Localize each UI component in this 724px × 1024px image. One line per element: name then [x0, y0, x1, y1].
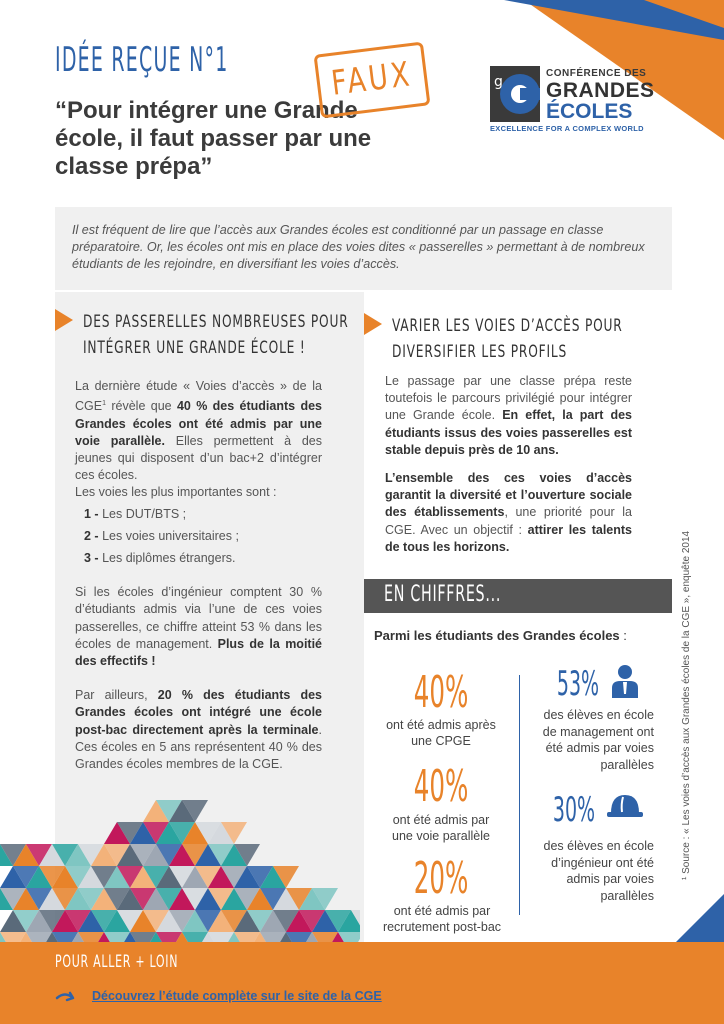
left-paragraph-2: Si les écoles d’ingénieur comptent 30 % d’étudiants admis via l’une de ces voies passerelles, ce chiffre atteint 53 % dans les écoles de management. Plus de la moitié des effectifs ! — [75, 585, 322, 668]
left-paragraph-1: La dernière étude « Voies d’accès » de la CGE$^1$ révèle que 40 % des étudiants des Grandes écoles ont été admis par une voie parallèle. Elles permettent à des jeunes qui disposent d’un bac+2 d’intégrer ces écoles. — [75, 379, 322, 483]
figures-divider — [519, 675, 520, 915]
stat-value: 40% — [413, 667, 469, 718]
access-routes-list — [75, 506, 322, 568]
list-intro: Les voies les plus importantes sont : — [75, 485, 277, 500]
left-section-arrow-icon — [55, 309, 73, 331]
stat-caption: ont été admis par une voie parallèle — [392, 813, 490, 843]
page-kicker: IDÉE REÇUE N°1 — [55, 40, 229, 80]
left-section-body — [75, 378, 322, 773]
stat-value: 53% — [556, 664, 600, 704]
left-section-title-1: DES PASSERELLES NOMBREUSES POUR — [83, 312, 349, 332]
right-paragraph-2: L’ensemble des ces voies d’accès garantit la diversité et l’ouverture sociale des établissements, une priorité pour la CGE. Avec un objectif : attirer les talents de tous les horizons. — [385, 471, 633, 554]
figures-intro: Parmi les étudiants des Grandes écoles : — [374, 628, 627, 643]
faux-stamp — [314, 42, 431, 119]
manager-icon — [610, 664, 640, 698]
figures-title: EN CHIFFRES... — [384, 582, 502, 607]
cge-logo-icon — [490, 66, 540, 122]
left-paragraph-3: Par ailleurs, 20 % des étudiants des Grandes écoles ont intégré une école post-bac directement après la terminale. Ces écoles en 5 ans représentent 40 % des Grandes écoles membres de la CGE. — [75, 688, 322, 772]
stat-caption: des élèves en école de management ont été admis par voies parallèles — [542, 708, 654, 772]
triangle-mosaic — [0, 800, 360, 945]
right-section-title-1: VARIER LES VOIES D’ACCÈS POUR — [392, 316, 623, 336]
stat-caption: des élèves en école d’ingénieur ont été admis par voies parallèles — [543, 839, 654, 903]
right-section-arrow-icon — [364, 313, 382, 335]
right-paragraph-1: Le passage par une classe prépa reste toutefois le parcours privilégié pour intégrer une Grande école. En effet, la part des étudiants issus des voies passerelles est stable depuis près de 10 ans. — [385, 374, 633, 457]
stat-caption: ont été admis après une CPGE — [386, 718, 496, 748]
left-section-title-2: INTÉGRER UNE GRANDE ÉCOLE ! — [83, 338, 306, 358]
svg-text:g: g — [494, 74, 503, 90]
footer-title: POUR ALLER + LOIN — [55, 952, 179, 972]
logo-line-2: GRANDES — [546, 79, 655, 102]
list-item: 2 - Les voies universitaires ; — [84, 528, 239, 543]
study-link[interactable]: Découvrez l’étude complète sur le site de la CGE — [92, 989, 382, 1003]
stat-value: 20% — [413, 853, 469, 904]
logo-line-1: CONFÉRENCE DES — [546, 68, 647, 79]
logo-tagline: EXCELLENCE FOR A COMPLEX WORLD — [490, 124, 644, 133]
list-item: 3 - Les diplômes étrangers. — [84, 550, 236, 565]
hard-hat-icon — [605, 791, 645, 819]
right-section-title-2: DIVERSIFIER LES PROFILS — [392, 342, 568, 362]
cge-logo — [490, 66, 690, 136]
arrow-right-icon — [55, 989, 85, 1007]
logo-line-3: ÉCOLES — [546, 100, 633, 123]
stat-caption: ont été admis par recrutement post-bac — [382, 904, 502, 934]
intro-text: Il est fréquent de lire que l’accès aux Grandes écoles est conditionné par un passage en classe préparatoire. Or, les écoles ont mis en place des voies dites « passerelles » permettant à de nombreux étudiants de les rejoindre, en diversifiant les voies d’accès. — [72, 223, 645, 271]
stat-value: 30% — [552, 790, 596, 830]
right-section-body — [385, 373, 632, 556]
page-title: “Pour intégrer une Grande école, il faut passer par une classe prépa” — [55, 97, 372, 180]
list-item: 1 - Les DUT/BTS ; — [84, 506, 187, 521]
source-note: ¹ Source : « Les voies d’accès aux Grandes écoles de la CGE », enquête 2014 — [681, 530, 692, 880]
stat-value: 40% — [413, 761, 469, 812]
stamp-label: FAUX — [329, 54, 415, 104]
